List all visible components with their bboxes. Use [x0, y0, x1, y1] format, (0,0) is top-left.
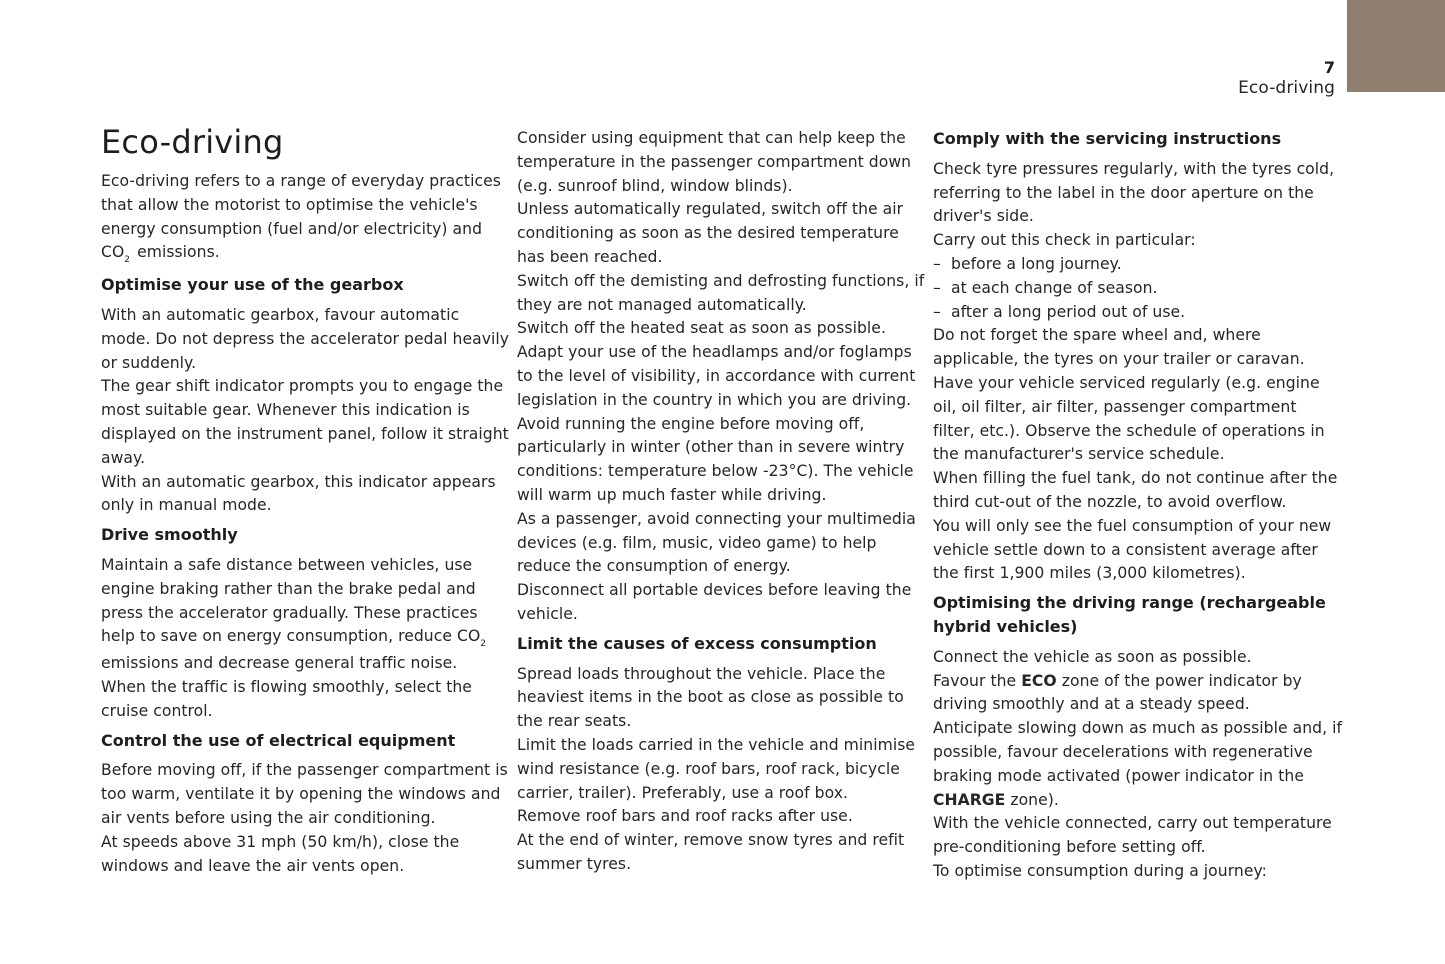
list-item: – before a long journey. [933, 253, 1343, 277]
paragraph: Spread loads throughout the vehicle. Place the heaviest items in the boot as close as possible to the rear seats. [517, 664, 904, 731]
intro-tail: emissions. [137, 243, 220, 262]
paragraph: Adapt your use of the headlamps and/or foglamps to the level of visibility, in accordance with current legislation in the country in which you are driving. [517, 343, 916, 409]
co2-subscript: 2 [124, 255, 131, 266]
paragraph: Remove roof bars and roof racks after use. [517, 807, 853, 826]
section-heading-hybrid-range: Optimising the driving range (rechargeable hybrid vehicles) [933, 593, 1326, 636]
chapter-color-tab [1347, 0, 1445, 92]
drive-text-a: Maintain a safe distance between vehicles, use engine braking rather than the brake pedal and press the accelerator gradually. These practices help to save on energy consumption, reduce [101, 555, 478, 646]
eco-zone-label: ECO [1021, 671, 1057, 690]
paragraph: Switch off the demisting and defrosting functions, if they are not managed automatically. [517, 271, 925, 314]
section-heading-servicing: Comply with the servicing instructions [933, 129, 1282, 148]
paragraph: Consider using equipment that can help keep the temperature in the passenger compartment down (e.g. sunroof blind, window blinds). [517, 129, 912, 195]
paragraph: Have your vehicle serviced regularly (e.g. engine oil, oil filter, air filter, passenger compartment filter, etc.). Observe the schedule of operations in the manufacturer's service schedule. [933, 373, 1325, 464]
paragraph: Do not forget the spare wheel and, where applicable, the tyres on your trailer or caravan. [933, 326, 1305, 369]
paragraph [933, 717, 1343, 812]
chapter-label: Eco-driving [1238, 78, 1335, 98]
paragraph: At speeds above 31 mph (50 km/h), close the windows and leave the air vents open. [101, 832, 460, 875]
paragraph: As a passenger, avoid connecting your multimedia devices (e.g. film, music, video game) to help reduce the consumption of energy. [517, 509, 916, 576]
paragraph: Before moving off, if the passenger compartment is too warm, ventilate it by opening the windows and air vents before using the air conditioning. [101, 761, 508, 827]
column-2 [517, 127, 927, 877]
paragraph [933, 670, 1343, 718]
paragraph: With an automatic gearbox, this indicator appears only in manual mode. [101, 472, 496, 515]
list-item: – at each change of season. [933, 277, 1343, 301]
intro-text: Eco-driving refers to a range of everyday practices that allow the motorist to optimise the vehicle's energy consumption (fuel and/or electricity) and [101, 172, 501, 238]
charge-text-a: Anticipate slowing down as much as possible and, if possible, favour decelerations with regenerative braking mode activated (power indicator in the [933, 719, 1343, 785]
co2-subscript: 2 [480, 639, 487, 650]
co2-text: CO [457, 627, 481, 646]
list-item: – after a long period out of use. [933, 301, 1343, 325]
charge-text-b: zone). [1010, 790, 1059, 809]
paragraph: Connect the vehicle as soon as possible. [933, 647, 1252, 666]
paragraph: With an automatic gearbox, favour automatic mode. Do not depress the accelerator pedal heavily or suddenly. [101, 305, 510, 372]
paragraph [101, 554, 511, 676]
paragraph: When the traffic is flowing smoothly, select the cruise control. [101, 677, 472, 720]
page-title: Eco-driving [101, 123, 284, 161]
eco-text-b: zone of the power indicator by driving smoothly and at a steady speed. [933, 671, 1302, 714]
paragraph: When filling the fuel tank, do not continue after the third cut-out of the nozzle, to avoid overflow. [933, 469, 1338, 511]
section-heading-gearbox: Optimise your use of the gearbox [101, 275, 404, 295]
paragraph: Switch off the heated seat as soon as possible. [517, 319, 886, 338]
section-heading-electrical: Control the use of electrical equipment [101, 730, 456, 750]
drive-text-b: emissions and decrease general traffic noise. [101, 654, 458, 673]
paragraph: Avoid running the engine before moving off, particularly in winter (other than in severe wintry conditions: temperature below -23°C). The vehicle will warm up much faster while driving. [517, 414, 914, 504]
co2-text: CO [101, 243, 125, 262]
paragraph: Disconnect all portable devices before leaving the vehicle. [517, 581, 912, 623]
column-1 [101, 124, 511, 878]
paragraph: Carry out this check in particular: [933, 231, 1196, 250]
section-heading-drive-smoothly: Drive smoothly [101, 525, 238, 545]
paragraph: Check tyre pressures regularly, with the tyres cold, referring to the label in the door aperture on the driver's side. [933, 159, 1335, 226]
paragraph: Unless automatically regulated, switch off the air conditioning as soon as the desired temperature has been reached. [517, 200, 904, 266]
charge-zone-label: CHARGE [933, 790, 1006, 809]
column-3 [933, 127, 1343, 884]
paragraph: With the vehicle connected, carry out temperature pre-conditioning before setting off. [933, 814, 1332, 857]
paragraph: At the end of winter, remove snow tyres and refit summer tyres. [517, 831, 905, 873]
paragraph: Limit the loads carried in the vehicle and minimise wind resistance (e.g. roof bars, roof rack, bicycle carrier, trailer). Preferably, use a roof box. [517, 735, 916, 802]
page-number: 7 [1323, 58, 1335, 77]
page-header [1238, 58, 1335, 98]
eco-text-a: Favour the [933, 671, 1017, 690]
section-heading-excess-consumption: Limit the causes of excess consumption [517, 633, 877, 653]
intro-paragraph [101, 170, 511, 268]
paragraph: To optimise consumption during a journey: [933, 861, 1267, 880]
paragraph: You will only see the fuel consumption of your new vehicle settle down to a consistent average after the first 1,900 miles (3,000 kilometres). [933, 516, 1332, 583]
paragraph: The gear shift indicator prompts you to engage the most suitable gear. Whenever this indication is displayed on the instrument panel, follow it straight away. [101, 377, 509, 467]
